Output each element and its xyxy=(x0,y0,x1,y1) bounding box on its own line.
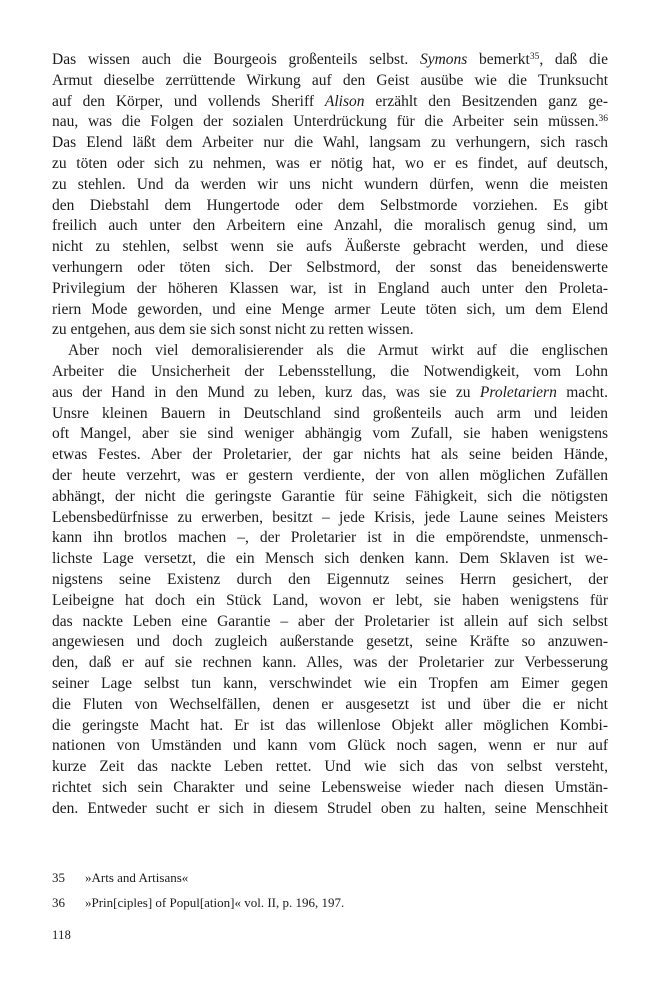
text-line xyxy=(52,612,608,633)
text-line xyxy=(52,632,608,653)
italic-text: Proletariern xyxy=(479,383,557,401)
text-segment: Lebensbedürfnisse zu erwerben, besitzt – jede Krisis, jede Laune seines Meisters xyxy=(52,508,608,526)
main-text xyxy=(52,50,608,819)
text-line xyxy=(52,154,608,175)
text-segment: seiner Lage selbst tun kann, verschwindet wie ein Tropfen am Eimer gegen xyxy=(52,674,608,692)
text-segment: lichste Lage versetzt, die ein Mensch sich denken kann. Dem Sklaven ist we- xyxy=(52,550,608,568)
text-line xyxy=(52,757,608,778)
text-segment: die geringste Macht hat. Er ist das willenlose Objekt aller möglichen Kombi- xyxy=(52,716,608,734)
text-segment: bemerkt xyxy=(467,51,530,68)
text-line xyxy=(52,570,608,591)
footnotes xyxy=(52,866,608,915)
text-line xyxy=(52,320,608,341)
text-segment: erzählt den Besitzenden ganz ge- xyxy=(364,92,608,110)
text-segment: riern Mode geworden, und eine Menge armer Leute töten sich, um dem Elend xyxy=(52,300,608,318)
text-segment: die Fluten von Wechselfällen, denen er ausgesetzt ist und über die er nicht xyxy=(52,695,608,713)
text-line xyxy=(52,799,608,820)
text-line xyxy=(52,674,608,695)
text-line xyxy=(52,549,608,570)
text-line xyxy=(52,216,608,237)
footnote-number: 35 xyxy=(52,870,65,885)
text-line xyxy=(52,175,608,196)
text-segment: zu töten oder sich zu nehmen, was er nötig hat, wo er es findet, auf deutsch, xyxy=(52,154,608,172)
text-segment: freilich auch unter den Arbeitern eine Anzahl, die moralisch genug sind, um xyxy=(52,217,608,235)
text-line xyxy=(52,695,608,716)
text-segment: kann ihn brotlos machen –, der Proletarier ist in die empörendste, unmensch- xyxy=(52,529,608,547)
text-segment: zu stehlen. Und da werden wir uns nicht wundern dürfen, wenn die meisten xyxy=(52,175,608,193)
footnote xyxy=(52,866,608,891)
text-line xyxy=(52,92,608,113)
text-segment: den Diebstahl dem Hungertode oder dem Selbstmorde vorziehen. Es gibt xyxy=(52,196,608,214)
text-segment: Arbeiter die Unsicherheit der Lebensstellung, die Notwendigkeit, vom Lohn xyxy=(52,362,608,380)
text-segment: etwas Festes. Aber der Proletarier, der gar nichts hat als seine beiden Hände, xyxy=(52,446,608,464)
footnote-ref: 36 xyxy=(598,114,608,125)
text-segment: richtet sich sein Charakter und seine Lebensweise wieder nach diesen Umstän- xyxy=(52,778,608,796)
italic-text: Alison xyxy=(324,92,365,110)
text-segment: Leibeigne hat doch ein Stück Land, wovon er lebt, sie haben wenigstens für xyxy=(52,591,608,609)
text-line xyxy=(52,341,608,362)
page-number: 118 xyxy=(52,928,72,942)
text-line xyxy=(52,445,608,466)
text-line xyxy=(52,362,608,383)
text-line xyxy=(52,466,608,487)
text-segment: das nackte Leben eine Garantie – aber der Proletarier ist allein auf sich selbst xyxy=(52,612,608,630)
text-segment: Das wissen auch die Bourgeois großenteils selbst. xyxy=(52,51,420,68)
footnote-ref: 35 xyxy=(529,52,540,62)
text-segment: Das Elend läßt dem Arbeiter nur die Wahl, langsam zu verhungern, sich rasch xyxy=(52,134,608,152)
text-segment: Unsre kleinen Bauern in Deutschland sind großenteils auch arm und leiden xyxy=(52,404,608,422)
text-line xyxy=(52,112,608,133)
text-line xyxy=(52,237,608,258)
text-segment: nigstens seine Existenz durch den Eigennutz seines Herrn gesichert, der xyxy=(52,570,608,588)
text-segment: verhungern oder töten sich. Der Selbstmord, der sonst das beneidenswerte xyxy=(52,258,608,276)
text-segment: abhängt, der nicht die geringste Garantie für seine Fähigkeit, sich die nötigsten xyxy=(52,487,608,505)
text-line xyxy=(52,279,608,300)
text-segment: den, daß er auf sie rechnen kann. Alles, was der Proletarier zur Verbesserung xyxy=(52,654,608,672)
text-line xyxy=(52,487,608,508)
italic-text: Symons xyxy=(419,51,468,68)
text-line xyxy=(52,424,608,445)
text-line xyxy=(52,258,608,279)
text-line xyxy=(52,71,608,92)
text-line xyxy=(52,404,608,425)
text-segment: angewiesen und doch zugleich außerstande gesetzt, seine Kräfte so anzuwen- xyxy=(52,633,608,651)
text-segment: nicht zu stehlen, selbst wenn sie aufs Äußerste gebracht werden, und diese xyxy=(52,238,608,256)
text-segment: Armut dieselbe zerrüttende Wirkung auf den Geist ausübe wie die Trunksucht xyxy=(52,71,608,89)
text-line xyxy=(52,508,608,529)
text-line xyxy=(52,653,608,674)
text-segment: Aber noch viel demoralisierender als die Armut wirkt auf die englischen xyxy=(68,342,608,360)
text-line xyxy=(52,383,608,404)
text-line xyxy=(52,716,608,737)
text-segment: Privilegium der höheren Klassen war, ist in England auch unter den Proleta- xyxy=(52,279,608,297)
text-segment: oft Mangel, aber sie sind weniger abhängig vom Zufall, sie haben wenigstens xyxy=(52,425,608,443)
text-line xyxy=(52,300,608,321)
paragraph xyxy=(52,50,608,341)
text-line xyxy=(52,133,608,154)
text-segment: kurze Zeit das nackte Leben rettet. Und wie sich das von selbst versteht, xyxy=(52,758,608,776)
footnote-number: 36 xyxy=(52,894,65,910)
text-line xyxy=(52,778,608,799)
text-line xyxy=(52,528,608,549)
text-segment: nau, was die Folgen der sozialen Unterdrückung für die Arbeiter sein müssen. xyxy=(52,113,599,131)
footnote-text: »Prin[ciples] of Popul[ation]« vol. II, p. 196, 197. xyxy=(85,894,345,910)
text-segment: den. Entweder sucht er sich in diesem Strudel oben zu halten, seine Menschheit xyxy=(52,799,608,817)
text-segment: der heute verzehrt, was er gestern verdiente, der von allen möglichen Zufällen xyxy=(52,466,608,484)
text-segment: zu entgehen, aus dem sie sich sonst nicht zu retten wissen. xyxy=(52,321,414,339)
text-line xyxy=(52,736,608,757)
text-segment: nationen von Umständen und kann vom Glück noch sagen, wenn er nur auf xyxy=(52,737,608,755)
text-line xyxy=(52,196,608,217)
paragraph xyxy=(52,341,608,819)
footnote-text: »Arts and Artisans« xyxy=(85,870,189,885)
text-line xyxy=(52,50,608,71)
text-segment: macht. xyxy=(556,383,608,401)
text-line xyxy=(52,591,608,612)
text-segment: aus der Hand in den Mund zu leben, kurz das, was sie zu xyxy=(52,383,480,401)
text-segment: auf den Körper, und vollends Sheriff xyxy=(52,92,325,110)
text-segment: , daß die xyxy=(539,51,608,68)
footnote xyxy=(52,891,608,916)
